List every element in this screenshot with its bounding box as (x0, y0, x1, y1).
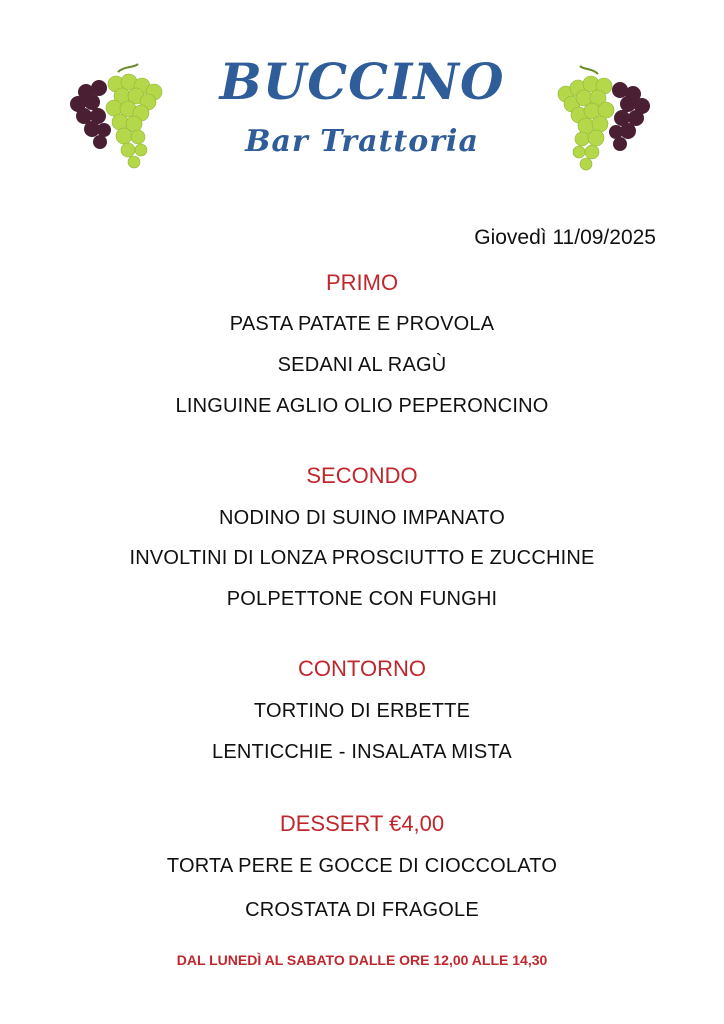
menu-item: TORTA PERE E GOCCE DI CIOCCOLATO (166, 855, 558, 877)
menu-item: SEDANI AL RAGÙ (277, 354, 447, 376)
section-title-dessert: DESSERT €4,00 (279, 811, 445, 836)
menu-item: LENTICCHIE - INSALATA MISTA (212, 741, 512, 763)
section-title-contorno: CONTORNO (298, 656, 426, 681)
section-title-primo: PRIMO (325, 270, 399, 295)
opening-hours-note: DAL LUNEDÌ AL SABATO DALLE ORE 12,00 ALLE 14,30 (176, 952, 548, 968)
menu-item: LINGUINE AGLIO OLIO PEPERONCINO (175, 395, 549, 417)
menu-item: INVOLTINI DI LONZA PROSCIUTTO E ZUCCHINE (129, 547, 595, 569)
restaurant-subtitle: Bar Trattoria (245, 124, 479, 159)
menu-item: CROSTATA DI FRAGOLE (245, 899, 479, 921)
restaurant-name: BUCCINO (219, 52, 505, 111)
section-title-secondo: SECONDO (306, 463, 418, 488)
menu-item: TORTINO DI ERBETTE (253, 700, 471, 722)
menu-item: PASTA PATATE E PROVOLA (229, 313, 495, 335)
menu-item: POLPETTONE CON FUNGHI (226, 588, 498, 610)
menu-item: NODINO DI SUINO IMPANATO (219, 507, 505, 529)
menu-date: Giovedì 11/09/2025 (474, 226, 656, 249)
